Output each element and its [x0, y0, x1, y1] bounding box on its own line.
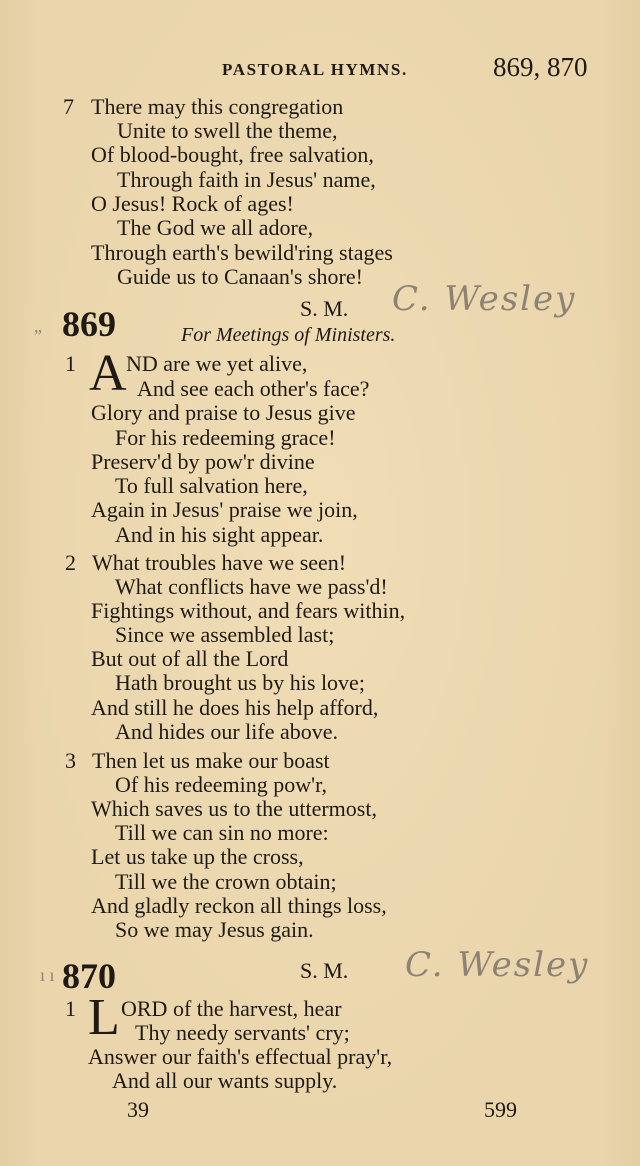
verse-line: Till we can sin no more: [115, 820, 329, 845]
verse-line: Of blood-bought, free salvation, [91, 142, 374, 167]
verse-line: To full salvation here, [115, 473, 308, 498]
verse-line: Hath brought us by his love; [115, 670, 365, 695]
verse-line: Through earth's bewild'ring stages [91, 240, 393, 265]
verse-line: Of his redeeming pow'r, [115, 772, 328, 797]
signature-mark: 39 [127, 1097, 149, 1122]
verse-line: But out of all the Lord [91, 646, 289, 671]
verse-line: And in his sight appear. [115, 522, 324, 547]
hymn-occasion: For Meetings of Ministers. [181, 324, 396, 346]
verse-line: Through faith in Jesus' name, [117, 167, 376, 192]
verse-number: 3 [65, 748, 76, 773]
verse-line: What troubles have we seen! [92, 550, 347, 575]
margin-mark: ı ı [40, 965, 55, 985]
verse-line: ND are we yet alive, [126, 351, 308, 376]
verse-line: Since we assembled last; [115, 622, 335, 647]
verse-line: Guide us to Canaan's shore! [117, 264, 363, 289]
verse-line: And gladly reckon all things loss, [91, 893, 387, 918]
handwritten-author-note: C. Wesley [405, 945, 590, 985]
verse-number: 7 [63, 94, 74, 119]
verse-line: There may this congregation [91, 94, 344, 119]
hymn-number-869: 869 [62, 304, 116, 344]
drop-cap: A [89, 345, 127, 402]
verse-line: Let us take up the cross, [91, 844, 304, 869]
verse-line: And all our wants supply. [112, 1068, 338, 1093]
drop-cap: L [88, 989, 120, 1046]
running-header-hymn-numbers: 869, 870 [493, 52, 588, 82]
verse-line: Then let us make our boast [92, 748, 330, 773]
verse-line: For his redeeming grace! [115, 425, 336, 450]
hymn-meter: S. M. [300, 296, 349, 321]
hymn-number-870: 870 [62, 956, 116, 996]
verse-line: Unite to swell the theme, [117, 118, 338, 143]
verse-line: Which saves us to the uttermost, [91, 796, 377, 821]
verse-line: Thy needy servants' cry; [135, 1020, 350, 1045]
verse-line: Answer our faith's effectual pray'r, [88, 1044, 393, 1069]
margin-mark: „ [34, 316, 42, 336]
running-header-title: PASTORAL HYMNS. [222, 60, 408, 79]
verse-line: O Jesus! Rock of ages! [91, 191, 294, 216]
verse-number: 1 [65, 996, 76, 1021]
verse-line: ORD of the harvest, hear [121, 996, 342, 1021]
handwritten-author-note: C. Wesley [392, 279, 577, 319]
page-number: 599 [484, 1097, 517, 1122]
verse-line: So we may Jesus gain. [115, 917, 314, 942]
verse-line: And see each other's face? [137, 376, 370, 401]
verse-line: And still he does his help afford, [91, 695, 379, 720]
verse-number: 2 [65, 550, 76, 575]
verse-line: What conflicts have we pass'd! [115, 574, 388, 599]
verse-line: Again in Jesus' praise we join, [91, 497, 358, 522]
verse-number: 1 [65, 351, 76, 376]
verse-line: Glory and praise to Jesus give [91, 400, 356, 425]
verse-line: The God we all adore, [117, 215, 314, 240]
verse-line: Till we the crown obtain; [115, 869, 337, 894]
verse-line: And hides our life above. [115, 719, 338, 744]
hymn-meter: S. M. [300, 958, 349, 983]
verse-line: Preserv'd by pow'r divine [91, 449, 315, 474]
verse-line: Fightings without, and fears within, [91, 598, 406, 623]
